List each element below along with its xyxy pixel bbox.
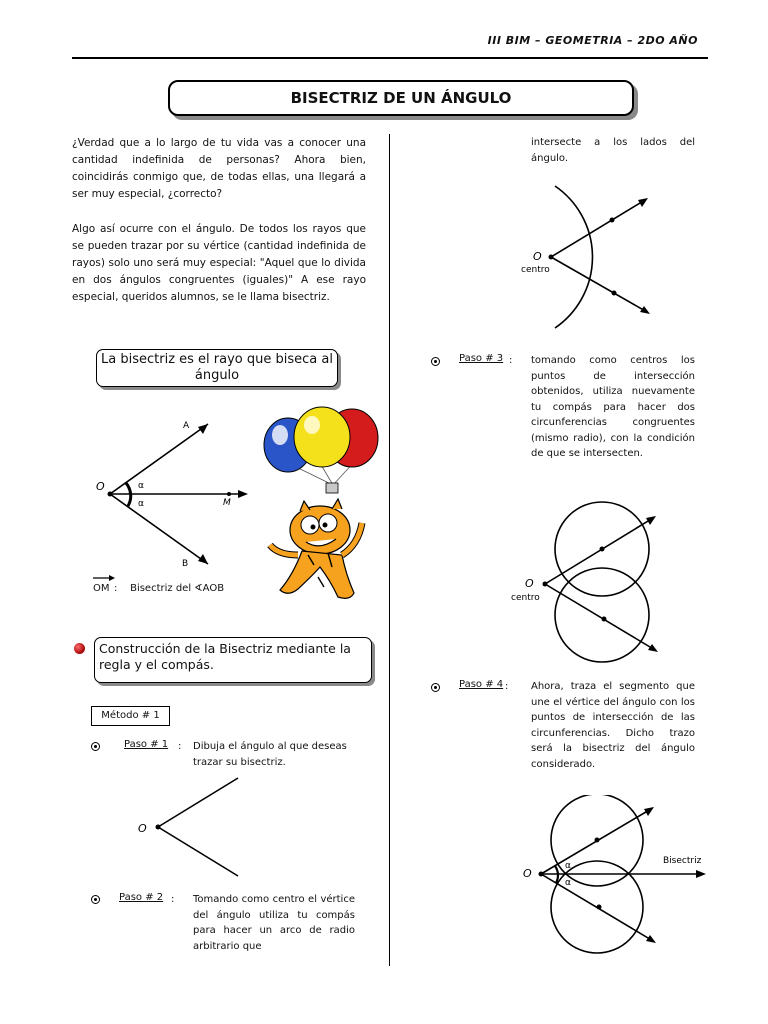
yellow-balloon bbox=[294, 407, 350, 467]
step-4-sep: : bbox=[505, 681, 509, 692]
label-b: B bbox=[182, 559, 189, 569]
point-m bbox=[227, 492, 231, 496]
step-2-text-part-2: intersecte a los lados del ángulo. bbox=[531, 137, 695, 164]
step-3-circles-figure bbox=[505, 500, 665, 670]
step-2-arc-figure bbox=[515, 182, 665, 332]
intro-paragraph-1: ¿Verdad que a lo largo de tu vida vas a conocer una cantidad indefinida de personas? Ahora bien, coincidirás conmigo que, de todas ellas, una llegará a ser muy especial, ¿correcto? bbox=[72, 137, 366, 200]
cat-head bbox=[290, 506, 350, 554]
step-3-label: Paso # 3 bbox=[459, 353, 504, 364]
definition-box: La bisectriz es el rayo que biseca al ángulo bbox=[96, 349, 338, 387]
ray-ob bbox=[110, 494, 208, 564]
step-1-angle-figure bbox=[130, 772, 250, 882]
garfield-balloons-illustration bbox=[258, 405, 386, 605]
step-1-vertex-label: O bbox=[138, 822, 147, 835]
step-2-centro-label: centro bbox=[521, 265, 550, 275]
construction-box: Construcción de la Bisectriz mediante la regla y el compás. bbox=[94, 637, 372, 683]
ray-oa bbox=[110, 424, 208, 494]
step-2-sep: : bbox=[171, 894, 175, 905]
step-1-label: Paso # 1 bbox=[124, 739, 169, 750]
om-caption: : Bisectriz del ∢AOB bbox=[114, 583, 225, 594]
step-2-vertex-label: O bbox=[533, 250, 542, 263]
step-4-text: Ahora, traza el segmento que une el vértice del ángulo con los puntos de intersección de las circunferencias. Dicho trazo será la bisectriz del ángulo considerado. bbox=[531, 681, 695, 770]
label-a: A bbox=[183, 421, 190, 431]
course-header: III BIM – GEOMETRIA – 2DO AÑO bbox=[487, 34, 698, 47]
header-rule bbox=[72, 57, 708, 59]
compass-arc bbox=[555, 186, 592, 328]
page-title: BISECTRIZ DE UN ÁNGULO bbox=[168, 80, 634, 116]
bisectriz-label: Bisectriz bbox=[663, 856, 702, 866]
step-4-vertex-label: O bbox=[523, 867, 532, 880]
red-bullet-icon bbox=[74, 643, 85, 654]
angle-bisector-figure bbox=[90, 410, 260, 585]
step-2-text-part-1: Tomando como centro el vértice del ángulo utiliza tu compás para hacer un arco de radio arbitrario que bbox=[193, 894, 355, 952]
step-4-bisector-figure bbox=[515, 795, 715, 970]
step-3-sep: : bbox=[509, 355, 513, 366]
arrowhead-a bbox=[198, 424, 208, 434]
step-3-centro-label: centro bbox=[511, 593, 540, 603]
om-label: OM bbox=[93, 583, 110, 594]
step-3-vertex-label: O bbox=[525, 577, 534, 590]
step-2-bullet-icon bbox=[91, 895, 100, 904]
step-4-alpha-2: α bbox=[565, 878, 571, 888]
step-1-bullet-icon bbox=[91, 742, 100, 751]
label-alpha-2: α bbox=[138, 499, 144, 509]
intro-paragraph-2: Algo así ocurre con el ángulo. De todos los rayos que se pueden trazar por su vértice (cantidad indefinida de rayos) solo uno será muy especial: "Aquel que lo divida en dos ángulos congruentes (iguales)" A ese rayo especial, queridos alumnos, se le llama bisectriz. bbox=[72, 223, 366, 303]
step-2-label: Paso # 2 bbox=[119, 892, 164, 903]
arrowhead-b bbox=[198, 554, 208, 564]
method-box: Método # 1 bbox=[91, 706, 170, 726]
label-m: M bbox=[223, 498, 231, 508]
column-divider bbox=[389, 134, 390, 966]
label-o: O bbox=[96, 480, 105, 493]
step-1-sep: : bbox=[178, 741, 182, 752]
step-1-text: Dibuja el ángulo al que deseas trazar su bisectriz. bbox=[193, 741, 347, 768]
step-4-label: Paso # 4 bbox=[459, 679, 504, 690]
arrowhead-m bbox=[238, 490, 248, 498]
label-alpha-1: α bbox=[138, 481, 144, 491]
step-3-text: tomando como centros los puntos de intersección obtenidos, utiliza nuevamente tu compás para hacer dos circunferencias congruentes (mismo radio), con la condición de que se intersecten. bbox=[531, 355, 695, 459]
vertex-point bbox=[108, 492, 113, 497]
step-4-alpha-1: α bbox=[565, 861, 571, 871]
step-3-bullet-icon bbox=[431, 357, 440, 366]
step-4-bullet-icon bbox=[431, 683, 440, 692]
